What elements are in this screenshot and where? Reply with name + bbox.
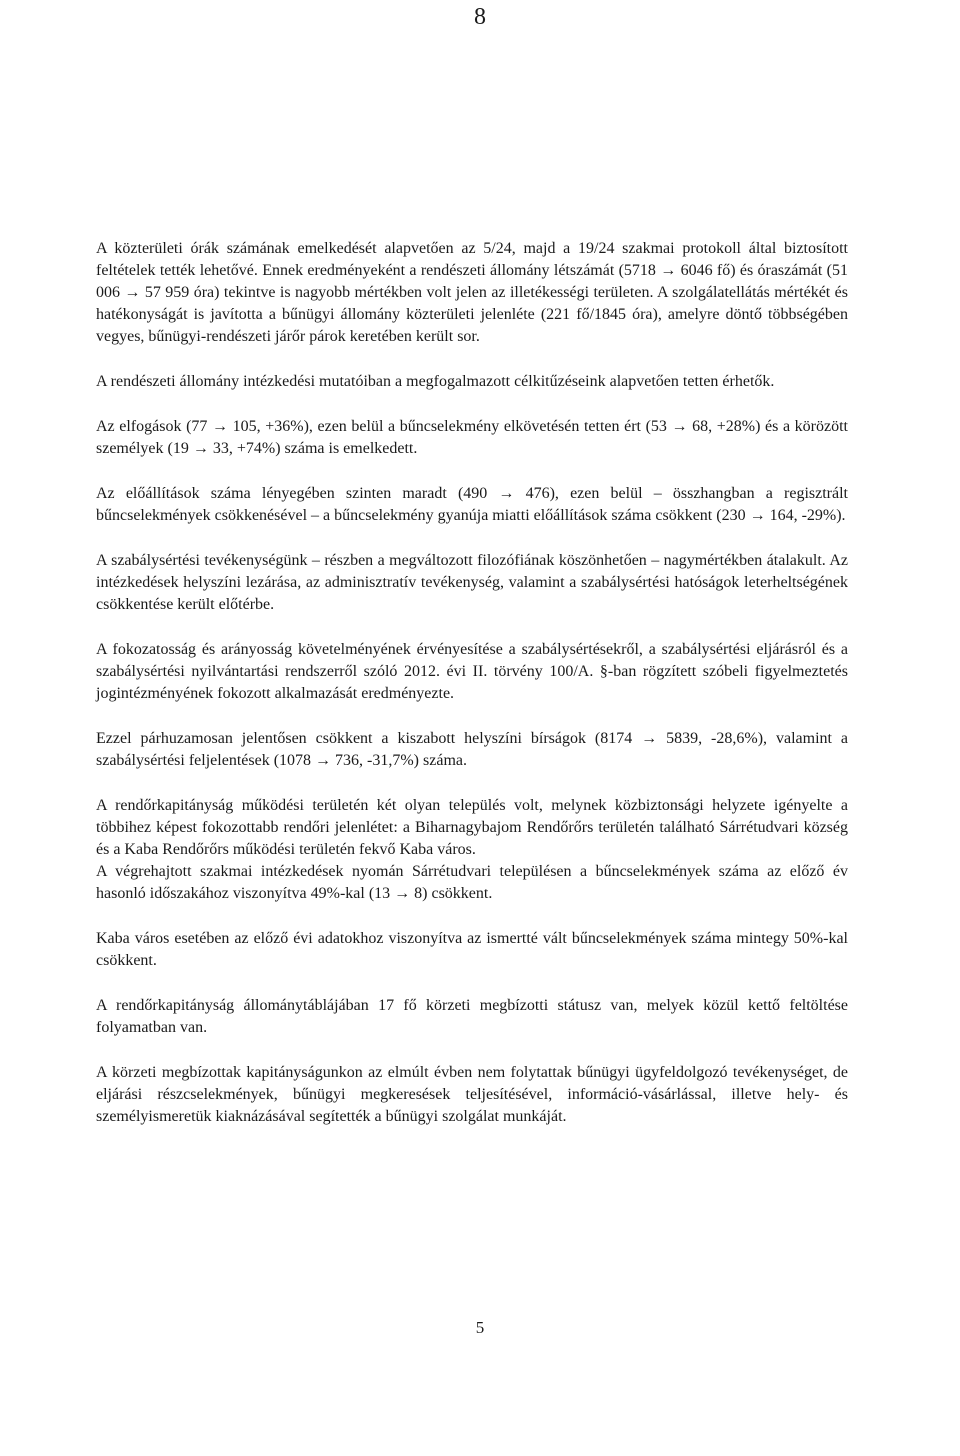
paragraph-staffing: A rendőrkapitányság állománytáblájában 17 fő körzeti megbízotti státusz van, melyek közül kettő feltöltése folyamatban van. — [96, 997, 848, 1036]
paragraph-settlements: A rendőrkapitányság működési területén két olyan település volt, melynek közbiztonsági helyzete igényelte a többihez képest fokozottabb rendőri jelenlétet: a Biharnagybajom Rendőrőrs területén található Sárrétudvari község és a Kaba Rendőrőrs működési területén fekvő Kaba város. — [96, 797, 848, 858]
paragraph-detentions: Az előállítások száma lényegében szinten maradt (490 → 476), ezen belül – összhangban a regisztrált bűncselekmények csökkenésével – a bűncselekmény gyanúja miatti előállítások száma csökkent (230 → 164, -29%). — [96, 485, 848, 524]
paragraph-public-presence: A közterületi órák számának emelkedését alapvetően az 5/24, majd a 19/24 szakmai protokoll által biztosított feltételek tették lehetővé. Ennek eredményeként a rendészeti állomány létszámát (5718 → 6046 fő) és óraszámát (51 006 → 57 959 óra) tekintve is nagyobb mértékben volt jelen az illetékességi területen. A szolgálatellátás mértékét és hatékonyságát is javította a bűnügyi állomány közterületi jelenléte (221 fő/1845 óra), amelyre döntő többségében vegyes, bűnügyi-rendészeti járőr párok keretében került sor. — [96, 240, 848, 345]
page-number-top: 8 — [474, 4, 486, 30]
page-number-bottom: 5 — [475, 1318, 485, 1337]
paragraph-proportionality: A fokozatosság és arányosság követelményének érvényesítése a szabálysértésekről, a szabálysértési eljárásról és a szabálysértési nyilvántartási rendszerről szóló 2012. évi II. törvény 100/A. §-ban rögzített szóbeli figyelmeztetés jogintézményének fokozott alkalmazását eredményezte. — [96, 641, 848, 702]
document-body — [96, 238, 848, 1151]
paragraph-sarretudvari: A végrehajtott szakmai intézkedések nyomán Sárrétudvari településen a bűncselekmények száma az előző év hasonló időszakához viszonyítva 49%-kal (13 → 8) csökkent. — [96, 863, 848, 902]
paragraph-fines: Ezzel párhuzamosan jelentősen csökkent a kiszabott helyszíni bírságok (8174 → 5839, -28,6%), valamint a szabálysértési feljelentések (1078 → 736, -31,7%) száma. — [96, 730, 848, 769]
paragraph-arrests: Az elfogások (77 → 105, +36%), ezen belül a bűncselekmény elkövetésén tetten ért (53 → 68, +28%) és a körözött személyek (19 → 33, +74%) száma is emelkedett. — [96, 418, 848, 457]
paragraph-kaba: Kaba város esetében az előző évi adatokhoz viszonyítva az ismertté vált bűncselekmények száma mintegy 50%-kal csökkent. — [96, 930, 848, 969]
paragraph-indicators-intro: A rendészeti állomány intézkedési mutatóiban a megfogalmazott célkitűzéseink alapvetően tetten érhetők. — [96, 373, 775, 390]
paragraph-petty-offences: A szabálysértési tevékenységünk – részben a megváltozott filozófiának köszönhetően – nagymértékben átalakult. Az intézkedések helyszíni lezárása, az adminisztratív tevékenység, valamint a szabálysértési hatóságok leterheltségének csökkentése került előtérbe. — [96, 552, 848, 613]
paragraph-district-officers: A körzeti megbízottak kapitányságunkon az elmúlt évben nem folytattak bűnügyi ügyfeldolgozó tevékenységet, de eljárási részcselekmények, bűnügyi megkeresések teljesítésével, információ-vásárlással, illetve hely- és személyismeretük kiaknázásával segítették a bűnügyi szolgálat munkáját. — [96, 1064, 848, 1125]
